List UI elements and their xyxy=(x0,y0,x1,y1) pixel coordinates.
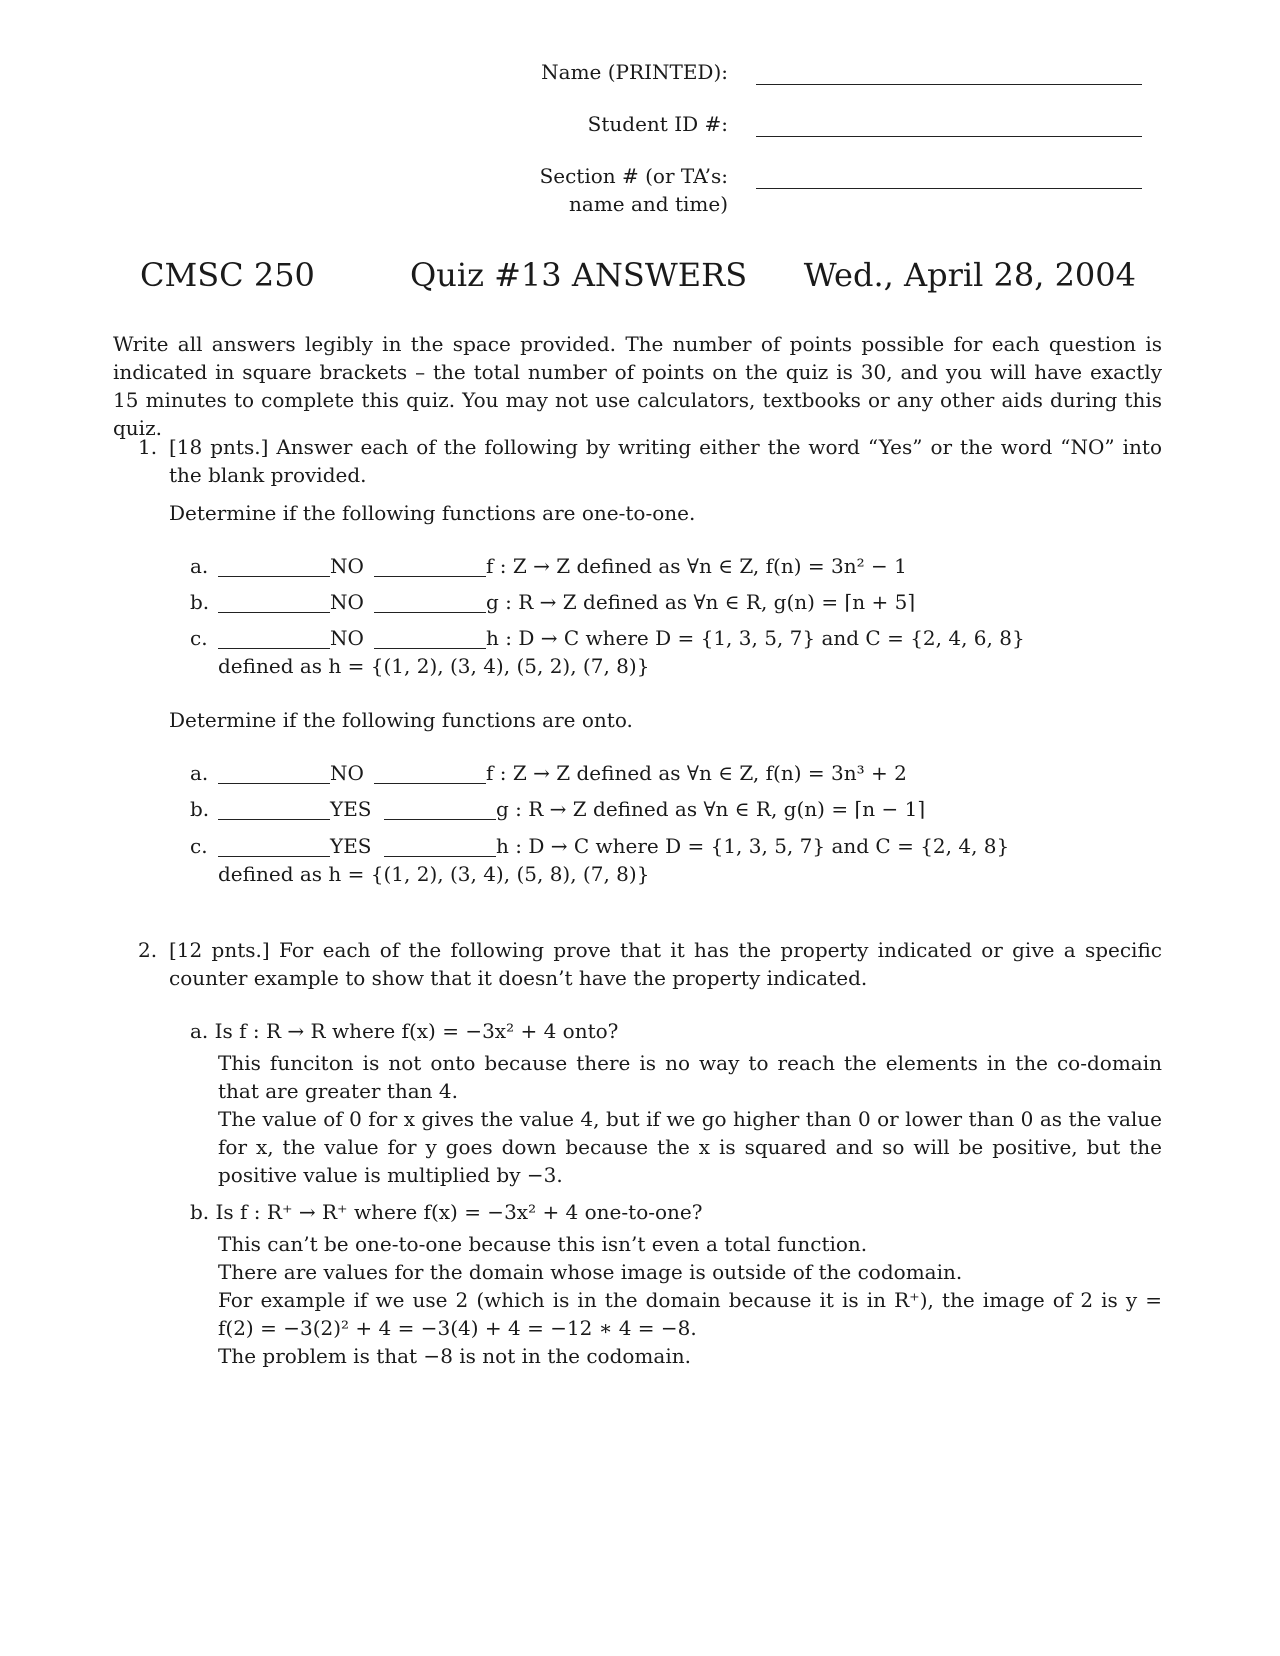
q2-a-question: a. Is f : R → R where f(x) = −3x² + 4 onto? xyxy=(190,1019,619,1043)
function-statement: f : Z → Z defined as ∀n ∈ Z, f(n) = 3n³ + 2 xyxy=(486,761,907,785)
row-letter: c. xyxy=(190,626,208,650)
answer-blank[interactable] xyxy=(218,648,330,649)
q2-b-answer-1: This can’t be one-to-one because this isn’t even a total function. xyxy=(218,1232,868,1256)
answer-text[interactable]: NO xyxy=(330,761,364,785)
answer-blank[interactable] xyxy=(218,856,330,857)
function-continuation: defined as h = {(1, 2), (3, 4), (5, 2), (7, 8)} xyxy=(218,654,650,678)
q2-b-answer-4: The problem is that −8 is not in the codomain. xyxy=(218,1344,691,1368)
row-letter: a. xyxy=(190,554,209,578)
q2-b-answer-3: For example if we use 2 (which is in the domain because it is in R⁺), the image of 2 is y = f(2) = −3(2)² + 4 = −3(4) + 4 = −12 ∗ 4 = −8. xyxy=(218,1288,1162,1340)
function-continuation: defined as h = {(1, 2), (3, 4), (5, 8), (7, 8)} xyxy=(218,862,650,886)
function-statement: f : Z → Z defined as ∀n ∈ Z, f(n) = 3n² − 1 xyxy=(486,554,907,578)
q2-b-question: b. Is f : R⁺ → R⁺ where f(x) = −3x² + 4 one-to-one? xyxy=(190,1200,703,1224)
row-letter: b. xyxy=(190,797,210,821)
row-letter: c. xyxy=(190,834,208,858)
answer-text[interactable]: YES xyxy=(330,834,372,858)
instructions: Write all answers legibly in the space provided. The number of points possible for each question is indicated in square brackets – the total number of points on the quiz is 30, and you will have exactly 15 minutes to complete this quiz. You may not use calculators, textbooks or any other aids during this quiz. xyxy=(113,332,1162,440)
q1-text: [18 pnts.] Answer each of the following by writing either the word “Yes” or the word “NO” into the blank provided. xyxy=(169,435,1162,487)
answer-blank-right xyxy=(374,612,486,613)
name-blank-line[interactable] xyxy=(756,84,1142,85)
q1-part1-heading: Determine if the following functions are one-to-one. xyxy=(169,501,696,525)
q2-b-answer-2: There are values for the domain whose image is outside of the codomain. xyxy=(218,1260,963,1284)
answer-blank[interactable] xyxy=(218,819,330,820)
course-title: CMSC 250 xyxy=(140,256,315,294)
answer-blank[interactable] xyxy=(218,612,330,613)
q1-number: 1. xyxy=(138,435,158,459)
section-blank-line[interactable] xyxy=(756,188,1142,189)
answer-blank-right xyxy=(374,783,486,784)
answer-text[interactable]: YES xyxy=(330,797,372,821)
answer-blank[interactable] xyxy=(218,783,330,784)
name-label: Name (PRINTED): xyxy=(541,60,728,84)
answer-blank-right xyxy=(374,648,486,649)
function-statement: h : D → C where D = {1, 3, 5, 7} and C = {2, 4, 6, 8} xyxy=(486,626,1025,650)
section-label-line2: name and time) xyxy=(569,192,728,216)
student-id-label: Student ID #: xyxy=(587,112,728,136)
answer-text[interactable]: NO xyxy=(330,554,364,578)
q2-number: 2. xyxy=(138,938,158,962)
answer-blank-right xyxy=(374,576,486,577)
function-statement: g : R → Z defined as ∀n ∈ R, g(n) = ⌈n + 5⌉ xyxy=(486,590,916,614)
answer-blank[interactable] xyxy=(218,576,330,577)
q2-a-answer-2: The value of 0 for x gives the value 4, but if we go higher than 0 or lower than 0 as the value for x, the value for y goes down because the x is squared and so will be positive, but the positive value is multiplied by −3. xyxy=(218,1107,1162,1187)
quiz-title: Quiz #13 ANSWERS xyxy=(410,256,748,294)
row-letter: b. xyxy=(190,590,210,614)
quiz-date: Wed., April 28, 2004 xyxy=(803,256,1136,294)
row-letter: a. xyxy=(190,761,209,785)
q1-part2-heading: Determine if the following functions are onto. xyxy=(169,708,633,732)
function-statement: h : D → C where D = {1, 3, 5, 7} and C = {2, 4, 8} xyxy=(496,834,1010,858)
student-id-blank-line[interactable] xyxy=(756,136,1142,137)
answer-text[interactable]: NO xyxy=(330,626,364,650)
q2-text: [12 pnts.] For each of the following prove that it has the property indicated or give a specific counter example to show that it doesn’t have the property indicated. xyxy=(169,938,1162,990)
answer-blank-right xyxy=(384,856,496,857)
answer-blank-right xyxy=(384,819,496,820)
function-statement: g : R → Z defined as ∀n ∈ R, g(n) = ⌈n − 1⌉ xyxy=(496,797,926,821)
section-label-line1: Section # (or TA’s: xyxy=(539,164,728,188)
answer-text[interactable]: NO xyxy=(330,590,364,614)
q2-a-answer-1: This funciton is not onto because there is no way to reach the elements in the co-domain that are greater than 4. xyxy=(218,1051,1162,1103)
